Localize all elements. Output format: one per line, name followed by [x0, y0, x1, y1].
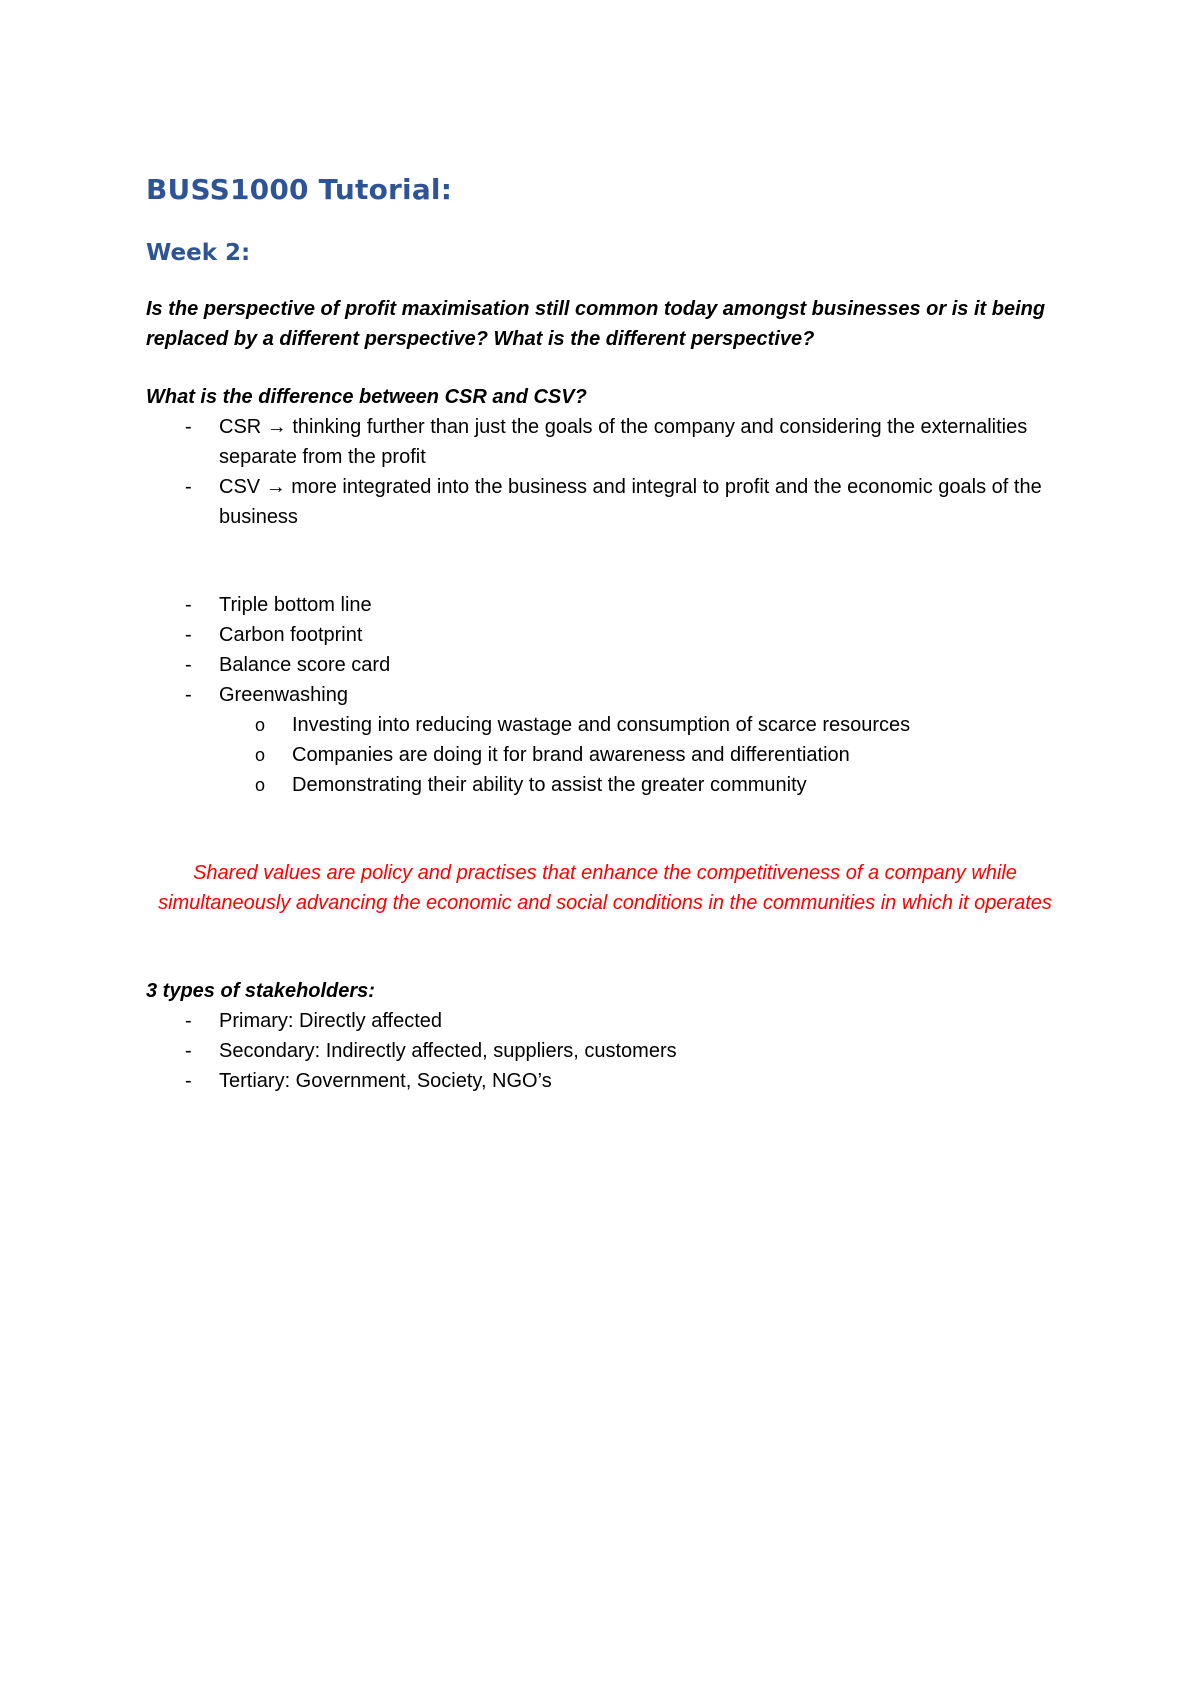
stakeholder-text: Primary: Directly affected	[219, 1010, 443, 1032]
list-item	[146, 1006, 1064, 1036]
dash-bullet: -	[185, 684, 192, 706]
sublist-item	[219, 770, 1064, 800]
document-content	[146, 170, 1064, 1096]
circle-bullet: o	[255, 775, 266, 795]
dash-bullet: -	[185, 1040, 192, 1062]
arrow-icon: →	[265, 476, 286, 498]
week-heading: Week 2:	[146, 240, 251, 266]
list-item	[146, 620, 1064, 650]
spacer	[146, 918, 1064, 976]
sublist-text: Investing into reducing wastage and consumption of scarce resources	[292, 714, 911, 736]
list-item-csr	[146, 412, 1064, 472]
concept-text: Greenwashing	[219, 684, 348, 706]
term-label: CSR	[219, 416, 262, 438]
definition-text: thinking further than just the goals of the company and considering the externalities separate from the profit	[219, 416, 1028, 468]
list-item-csv	[146, 472, 1064, 532]
list-item	[146, 1066, 1064, 1096]
dash-bullet: -	[185, 1070, 192, 1092]
list-item	[146, 590, 1064, 620]
question-csr-csv: What is the difference between CSR and CSV?	[146, 386, 587, 408]
greenwashing-sublist	[219, 710, 1064, 800]
sublist-item	[219, 740, 1064, 770]
dash-bullet: -	[185, 416, 192, 438]
list-item	[146, 1036, 1064, 1066]
dash-bullet: -	[185, 654, 192, 676]
list-item-greenwashing	[146, 680, 1064, 800]
shared-values-definition: Shared values are policy and practises that enhance the competitiveness of a company while simultaneously advancing the economic and social conditions in the communities in which it operates	[158, 862, 1052, 914]
arrow-icon: →	[266, 416, 287, 438]
question-profit-maximisation: Is the perspective of profit maximisation still common today amongst businesses or is it being replaced by a different perspective? What is the different perspective?	[146, 298, 1046, 350]
sublist-item	[219, 710, 1064, 740]
stakeholders-list	[146, 1006, 1064, 1096]
spacer	[146, 532, 1064, 590]
concept-text: Triple bottom line	[219, 594, 372, 616]
list-item	[146, 650, 1064, 680]
circle-bullet: o	[255, 745, 266, 765]
sublist-text: Companies are doing it for brand awareness and differentiation	[292, 744, 850, 766]
spacer	[146, 800, 1064, 858]
circle-bullet: o	[255, 715, 266, 735]
term-label: CSV	[219, 476, 261, 498]
dash-bullet: -	[185, 1010, 192, 1032]
concept-text: Carbon footprint	[219, 624, 363, 646]
document-title: BUSS1000 Tutorial:	[146, 173, 453, 206]
stakeholders-heading: 3 types of stakeholders:	[146, 980, 375, 1002]
csr-csv-list	[146, 412, 1064, 532]
dash-bullet: -	[185, 476, 192, 498]
dash-bullet: -	[185, 624, 192, 646]
stakeholder-text: Secondary: Indirectly affected, suppliers, customers	[219, 1040, 677, 1062]
sublist-text: Demonstrating their ability to assist the greater community	[292, 774, 807, 796]
concepts-list	[146, 590, 1064, 800]
stakeholder-text: Tertiary: Government, Society, NGO’s	[219, 1070, 552, 1092]
concept-text: Balance score card	[219, 654, 391, 676]
definition-text: more integrated into the business and integral to profit and the economic goals of the business	[219, 476, 1042, 528]
dash-bullet: -	[185, 594, 192, 616]
